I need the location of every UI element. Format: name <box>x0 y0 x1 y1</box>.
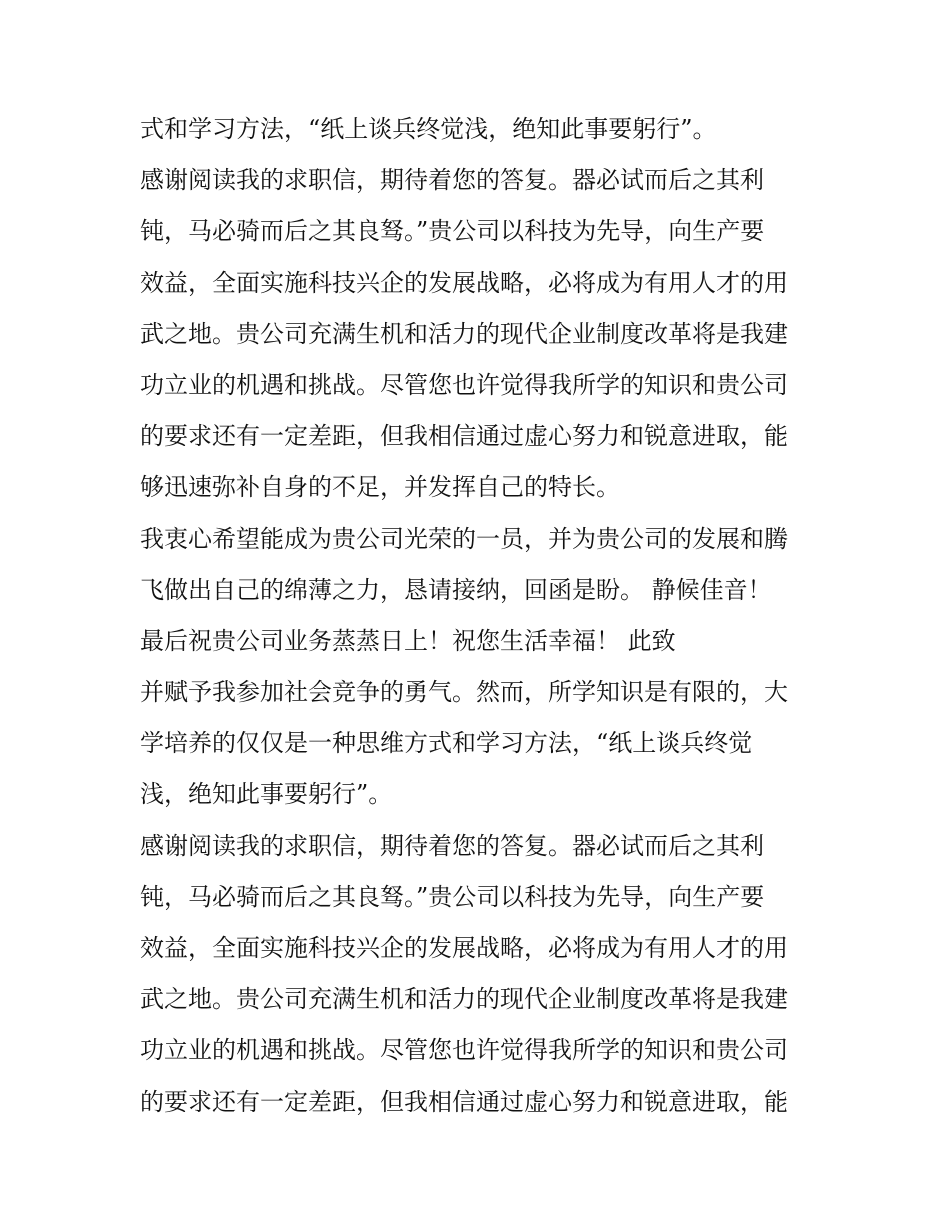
text-line: 感谢阅读我的求职信，期待着您的答复。器必试而后之其利 <box>140 831 764 860</box>
letter-body <box>140 104 820 1128</box>
text-line: 功立业的机遇和挑战。尽管您也许觉得我所学的知识和贵公司 <box>140 370 788 399</box>
text-line: 飞做出自己的绵薄之力，恳请接纳，回函是盼。 静候佳音！ <box>140 575 772 604</box>
text-line: 的要求还有一定差距，但我相信通过虚心努力和锐意进取，能 <box>140 1087 788 1116</box>
text-line: 功立业的机遇和挑战。尽管您也许觉得我所学的知识和贵公司 <box>140 1036 788 1065</box>
text-line: 够迅速弥补自身的不足，并发挥自己的特长。 <box>140 473 620 502</box>
text-line: 钝，马必骑而后之其良驽。”贵公司以科技为先导，向生产要 <box>140 882 765 911</box>
text-line: 最后祝贵公司业务蒸蒸日上！祝您生活幸福！ 此致 <box>140 626 676 655</box>
text-line: 感谢阅读我的求职信，期待着您的答复。器必试而后之其利 <box>140 166 764 195</box>
text-line: 武之地。贵公司充满生机和活力的现代企业制度改革将是我建 <box>140 985 788 1014</box>
text-line: 的要求还有一定差距，但我相信通过虚心努力和锐意进取，能 <box>140 422 788 451</box>
text-line: 效益，全面实施科技兴企的发展战略，必将成为有用人才的用 <box>140 268 788 297</box>
text-line: 钝，马必骑而后之其良驽。”贵公司以科技为先导，向生产要 <box>140 217 765 246</box>
text-line: 我衷心希望能成为贵公司光荣的一员，并为贵公司的发展和腾 <box>140 524 788 553</box>
text-line: 武之地。贵公司充满生机和活力的现代企业制度改革将是我建 <box>140 319 788 348</box>
text-line: 并赋予我参加社会竞争的勇气。然而，所学知识是有限的，大 <box>140 678 788 707</box>
text-line: 式和学习方法，“纸上谈兵终觉浅，绝知此事要躬行”。 <box>140 115 717 143</box>
text-line: 浅，绝知此事要躬行”。 <box>140 780 393 809</box>
text-line: 学培养的仅仅是一种思维方式和学习方法，“纸上谈兵终觉 <box>140 729 753 758</box>
text-line: 效益，全面实施科技兴企的发展战略，必将成为有用人才的用 <box>140 934 788 962</box>
